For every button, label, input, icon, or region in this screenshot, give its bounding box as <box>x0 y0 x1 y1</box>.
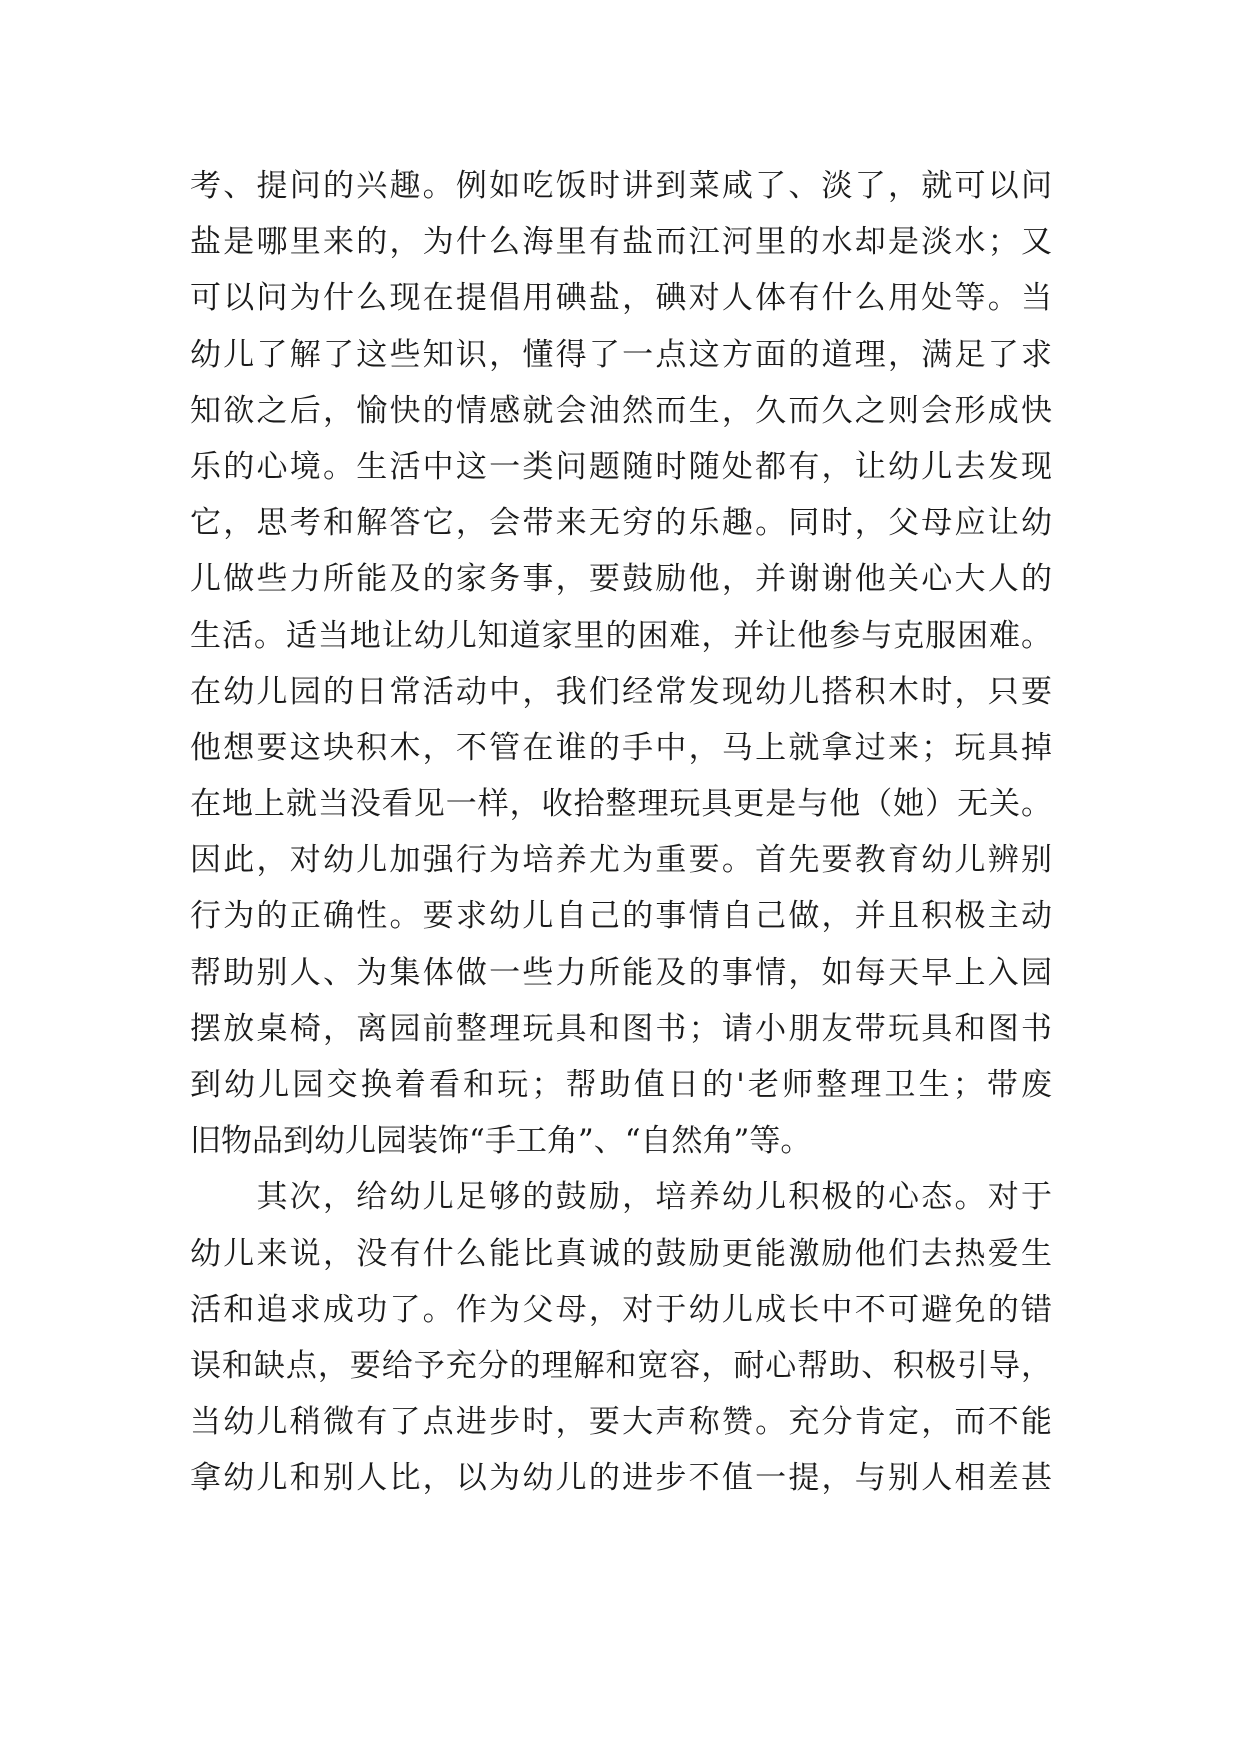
text-line: 因此，对幼儿加强行为培养尤为重要。首先要教育幼儿辨别 <box>190 842 1052 879</box>
text-line: 儿做些力所能及的家务事，要鼓励他，并谢谢他关心大人的 <box>190 561 1052 598</box>
text-line: 盐是哪里来的，为什么海里有盐而江河里的水却是淡水；又 <box>190 224 1052 261</box>
text-line: 误和缺点，要给予充分的理解和宽容，耐心帮助、积极引导， <box>190 1347 1052 1384</box>
text-line: 拿幼儿和别人比，以为幼儿的进步不值一提，与别人相差甚 <box>190 1460 1052 1497</box>
text-line: 知欲之后，愉快的情感就会油然而生，久而久之则会形成快 <box>190 392 1052 429</box>
text-line: 可以问为什么现在提倡用碘盐，碘对人体有什么用处等。当 <box>190 280 1052 317</box>
text-line: 到幼儿园交换着看和玩；帮助值日的'老师整理卫生；带废 <box>190 1067 1052 1103</box>
text-line: 当幼儿稍微有了点进步时，要大声称赞。充分肯定，而不能 <box>190 1404 1052 1441</box>
text-line: 考、提问的兴趣。例如吃饭时讲到菜咸了、淡了，就可以问 <box>190 168 1052 204</box>
text-line: 行为的正确性。要求幼儿自己的事情自己做，并且积极主动 <box>190 898 1052 935</box>
text-line: 帮助别人、为集体做一些力所能及的事情，如每天早上入园 <box>190 954 1052 991</box>
text-line: 他想要这块积木，不管在谁的手中，马上就拿过来；玩具掉 <box>190 729 1052 766</box>
text-line: 生活。适当地让幼儿知道家里的困难，并让他参与克服困难。 <box>190 617 1052 654</box>
paragraph-1 <box>190 158 1052 1169</box>
text-line: 摆放桌椅，离园前整理玩具和图书；请小朋友带玩具和图书 <box>190 1010 1052 1047</box>
text-line: 其次，给幼儿足够的鼓励，培养幼儿积极的心态。对于 <box>190 1179 1052 1216</box>
text-line: 旧物品到幼儿园装饰“手工角”、“自然角”等。 <box>190 1123 812 1160</box>
paragraph-2 <box>190 1169 1052 1506</box>
text-line: 乐的心境。生活中这一类问题随时随处都有，让幼儿去发现 <box>190 448 1052 485</box>
text-line: 在地上就当没看见一样，收拾整理玩具更是与他（她）无关。 <box>190 786 1052 823</box>
text-line: 幼儿来说，没有什么能比真诚的鼓励更能激励他们去热爱生 <box>190 1235 1052 1272</box>
text-line: 活和追求成功了。作为父母，对于幼儿成长中不可避免的错 <box>190 1291 1052 1328</box>
text-line: 幼儿了解了这些知识，懂得了一点这方面的道理，满足了求 <box>190 336 1052 373</box>
document-page <box>190 158 1052 1507</box>
text-line: 在幼儿园的日常活动中，我们经常发现幼儿搭积木时，只要 <box>190 673 1052 710</box>
text-line: 它，思考和解答它，会带来无穷的乐趣。同时，父母应让幼 <box>190 505 1052 542</box>
